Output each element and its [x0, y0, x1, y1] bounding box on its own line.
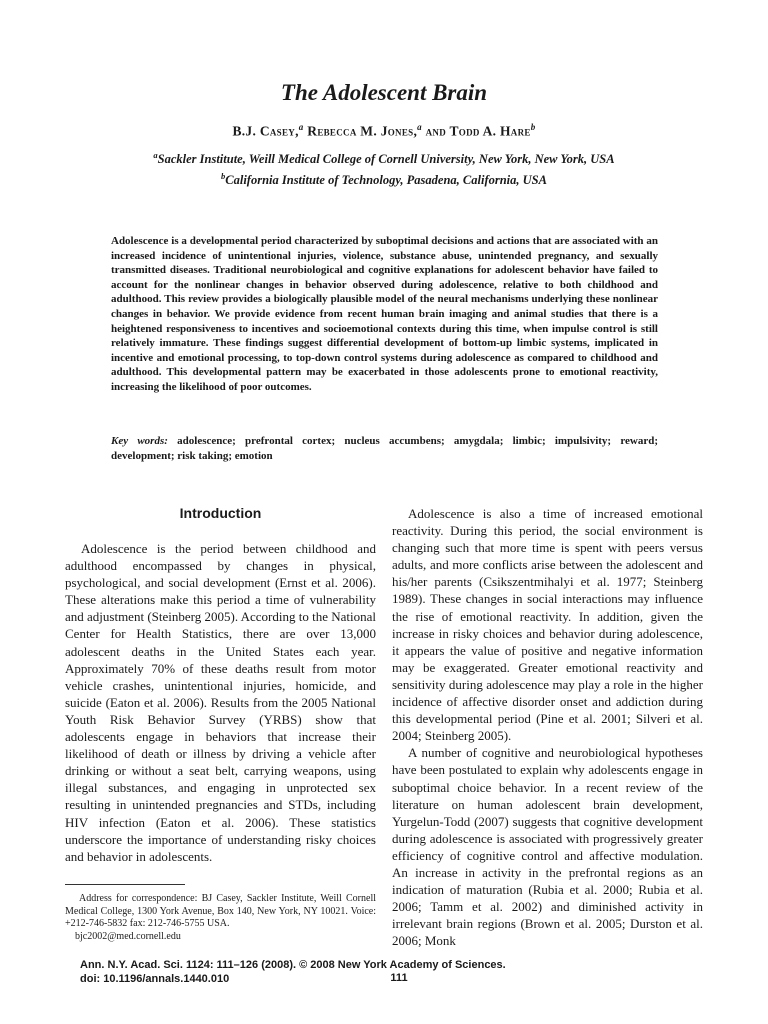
affiliation-text: California Institute of Technology, Pasadena, California, USA [225, 173, 547, 188]
author-name: Todd A. Hare [449, 123, 531, 139]
author-affil-mark: a [417, 122, 422, 132]
journal-citation: Ann. N.Y. Acad. Sci. 1124: 111–126 (2008). © 2008 New York Academy of Sciences. [80, 959, 506, 971]
affiliation-mark: b [221, 171, 226, 181]
footnote-text: Address for correspondence: BJ Casey, Sackler Institute, Weill Cornell Medical College, 1300 York Avenue, Box 140, New York, NY 10021. Voice: +212-746-5832 fax: 212-746-5755 USA. [65, 893, 376, 930]
author-name: Rebecca M. Jones, [307, 123, 418, 139]
body-paragraph: A number of cognitive and neurobiological hypotheses have been postulated to explain why adolescents engage in suboptimal choice behavior. In a recent review of the literature on human adolescent brain development, Yurgelun-Todd (2007) suggests that cognitive development during adolescence is associated with progressively greater efficiency of cognitive control and affective modulation. An increase in activity in the prefrontal regions as an indication of maturation (Rubia et al. 2000; Rubia et al. 2006; Tamm et al. 2002) and diminished activity in irrelevant brain regions (Brown et al. 2005; Durston et al. 2006; Monk [392, 745, 703, 949]
keywords-label: Key words: [111, 435, 168, 447]
footnote-divider [65, 884, 185, 885]
correspondence-email[interactable]: bjc2002@med.cornell.edu [75, 930, 181, 942]
author-list [0, 122, 768, 140]
section-heading: Introduction [179, 505, 262, 521]
author-affil-mark: b [530, 122, 536, 132]
author-affil-mark: a [298, 122, 304, 132]
paper-title: The Adolescent Brain [280, 80, 488, 105]
affiliation-text: Sackler Institute, Weill Medical College of Cornell University, New York, New York, USA [157, 152, 615, 167]
author-conjunction: and [425, 123, 447, 139]
journal-info [80, 958, 680, 986]
keywords-text: adolescence; prefrontal cortex; nucleus accumbens; amygdala; limbic; impulsivity; reward; development; risk taking; emotion [111, 435, 659, 462]
affiliation-mark: a [153, 150, 158, 160]
affiliation [0, 171, 768, 188]
page-number: 111 [390, 972, 408, 984]
doi[interactable]: doi: 10.1196/annals.1440.010 [80, 973, 230, 985]
body-paragraph: Adolescence is also a time of increased emotional reactivity. During this period, the social environment is changing such that more time is spent with peers versus adults, and more conflicts arise between the adolescent and his/her parents (Csikszentmihalyi et al. 1977; Steinberg 1989). These changes in social interactions may influence the rise of emotional reactivity. In addition, given the increase in risky choices and behavior during adolescence, it appears the value of positive and negative information may be exaggerated. Greater emotional reactivity and sensitivity during adolescence may play a role in the higher incidence of affective disorder onset and addiction during this developmental period (Pine et al. 2001; Silveri et al. 2004; Steinberg 2005). [392, 506, 703, 744]
right-column [392, 505, 703, 949]
keywords [111, 434, 658, 464]
body-paragraph: Adolescence is the period between childhood and adulthood encompassed by changes in physical, psychological, and social development (Ernst et al. 2006). These alterations make this period a time of vulnerability and adjustment (Steinberg 2005). According to the National Center for Health Statistics, there are over 13,000 adolescent deaths in the United States each year. Approximately 70% of these deaths result from motor vehicle crashes, unintentional injuries, homicide, and suicide (Eaton et al. 2006). Results from the 2005 National Youth Risk Behavior Survey (YRBS) show that adolescents engage in behaviors that increase their likelihood of death or illness by driving a vehicle after drinking or without a seat belt, carrying weapons, using illegal substances, and engaging in unprotected sex resulting in unintended pregnancies and STDs, including HIV infection (Eaton et al. 2006). These statistics underscore the importance of understanding risky choices and behavior in adolescents. [65, 541, 376, 864]
abstract: Adolescence is a developmental period characterized by suboptimal decisions and actions that are associated with an increased incidence of unintentional injuries, violence, substance abuse, unintended pregnancy, and sexually transmitted diseases. Traditional neurobiological and cognitive explanations for adolescent behavior have failed to account for the nonlinear changes in behavior observed during adolescence, relative to both childhood and adulthood. This review provides a biologically plausible model of the neural mechanisms underlying these nonlinear changes in behavior. We provide evidence from recent human brain imaging and animal studies that there is a heightened responsiveness to incentives and socioemotional contexts during this time, when impulse control is still relatively immature. These findings suggest differential development of bottom-up limbic systems, implicated in incentive and emotional processing, to top-down control systems during adolescence as compared to childhood and adulthood. This developmental pattern may be exacerbated in those adolescents prone to emotional reactivity, increasing the likelihood of poor outcomes. [111, 235, 658, 393]
author-name: B.J. Casey, [232, 123, 299, 139]
left-column [65, 540, 376, 865]
correspondence-footnote [65, 893, 376, 943]
affiliation [0, 150, 768, 167]
